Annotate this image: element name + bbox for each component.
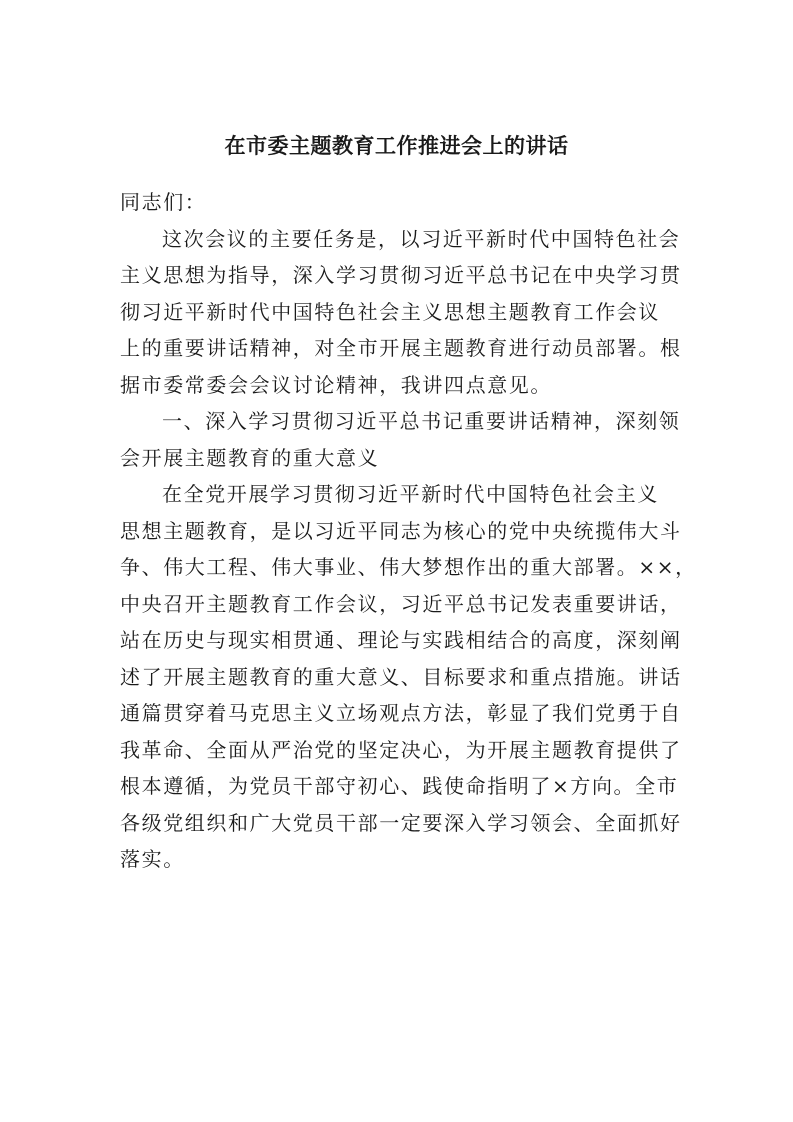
document-title: 在市委主题教育工作推进会上的讲话 <box>224 134 569 158</box>
salutation: 同志们： <box>120 190 207 214</box>
paragraph-2-line-4: 中央召开主题教育工作会议，习近平总书记发表重要讲话， <box>120 591 682 616</box>
section-heading-line-2: 会开展主题教育的重大意义 <box>120 445 380 470</box>
paragraph-2-line-9: 根本遵循，为党员干部守初心、践使命指明了×方向。全市 <box>120 774 679 798</box>
document-body <box>120 184 697 878</box>
paragraph-1-line-5: 据市委常委会会议讨论精神，我讲四点意见。 <box>120 372 552 397</box>
paragraph-2-line-3: 争、伟大工程、伟大事业、伟大梦想作出的重大部署。××， <box>120 555 697 579</box>
section-heading-line-1: 一、深入学习贯彻习近平总书记重要讲话精神，深刻领 <box>162 409 681 433</box>
paragraph-2-line-8: 我革命、全面从严治党的坚定决心，为开展主题教育提供了 <box>120 737 682 762</box>
paragraph-2-line-1: 在全党开展学习贯彻习近平新时代中国特色社会主义 <box>162 482 659 506</box>
paragraph-2-line-11: 落实。 <box>120 847 185 871</box>
paragraph-1-line-2: 主义思想为指导，深入学习贯彻习近平总书记在中央学习贯 <box>120 263 682 287</box>
paragraph-2-line-2: 思想主题教育，是以习近平同志为核心的党中央统揽伟大斗 <box>120 518 682 543</box>
paragraph-2-line-7: 通篇贯穿着马克思主义立场观点方法，彰显了我们党勇于自 <box>120 701 682 725</box>
paragraph-2-line-5: 站在历史与现实相贯通、理论与实践相结合的高度，深刻阐 <box>120 628 682 652</box>
paragraph-1-line-3: 彻习近平新时代中国特色社会主义思想主题教育工作会议 <box>120 299 660 324</box>
paragraph-2-line-6: 述了开展主题教育的重大意义、目标要求和重点措施。讲话 <box>120 664 682 689</box>
paragraph-1-line-4: 上的重要讲话精神，对全市开展主题教育进行动员部署。根 <box>120 336 682 360</box>
paragraph-1-line-1: 这次会议的主要任务是，以习近平新时代中国特色社会 <box>162 226 681 251</box>
paragraph-2-line-10: 各级党组织和广大党员干部一定要深入学习领会、全面抓好 <box>120 810 682 835</box>
